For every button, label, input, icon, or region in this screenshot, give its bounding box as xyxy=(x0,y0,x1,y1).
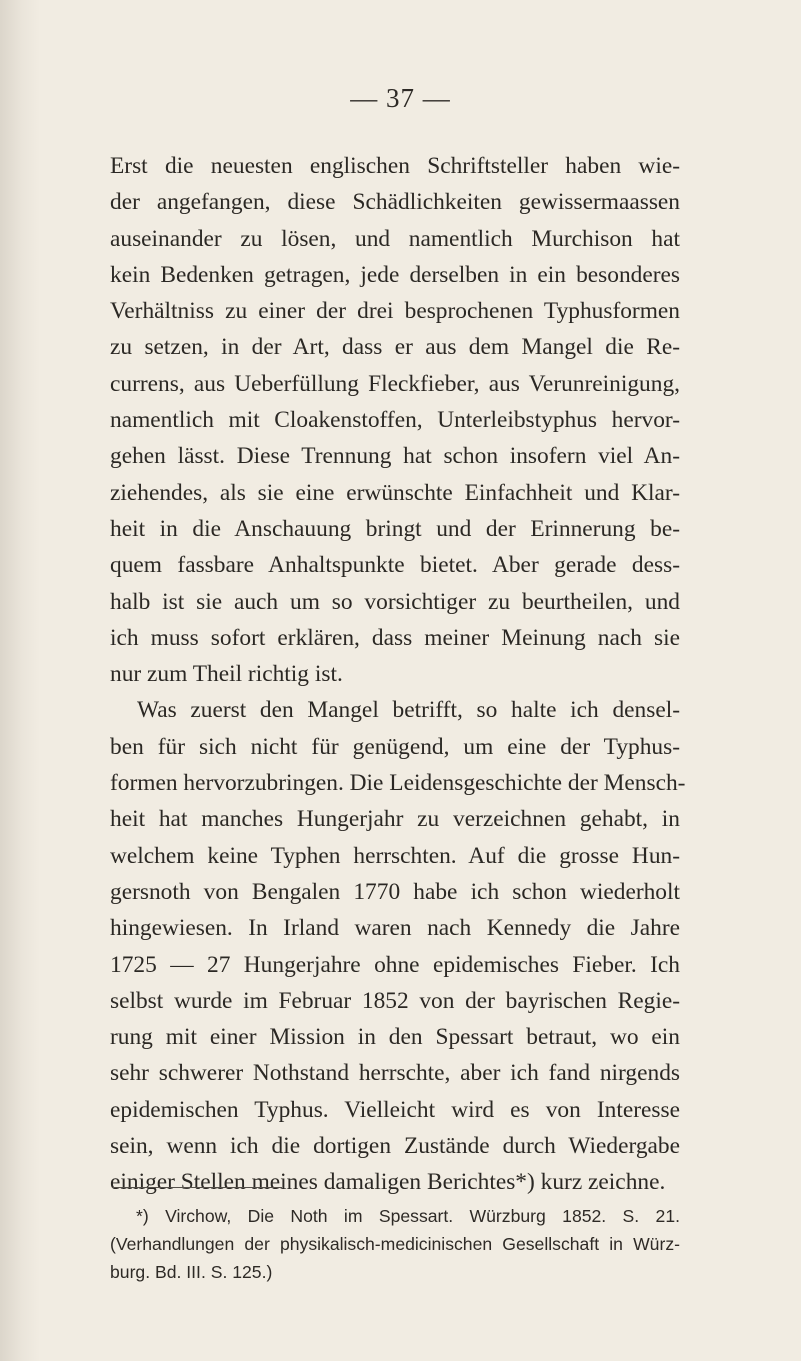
body-line: epidemischen Typhus. Vielleicht wird es von Interesse xyxy=(110,1096,680,1123)
body-line: ben für sich nicht für genügend, um eine der Typhus- xyxy=(110,733,680,760)
body-line: kein Bedenken getragen, jede derselben in ein besonderes xyxy=(110,261,680,288)
page-number: — 37 — xyxy=(350,83,451,113)
footnote-line: (Verhandlungen der physikalisch-medicinischen Gesellschaft in Würz- xyxy=(110,1234,680,1254)
body-line: rung mit einer Mission in den Spessart betraut, wo ein xyxy=(110,1024,680,1051)
body-line: currens, aus Ueberfüllung Fleckfieber, aus Verunreinigung, xyxy=(110,370,680,397)
body-line: auseinander zu lösen, und namentlich Murchison hat xyxy=(110,225,680,252)
footnote-line: *) Virchow, Die Noth im Spessart. Würzburg 1852. S. 21. xyxy=(136,1206,680,1226)
body-line: Verhältniss zu einer der drei besprochenen Typhusformen xyxy=(110,298,680,325)
footnote-line: burg. Bd. III. S. 125.) xyxy=(110,1262,273,1282)
body-line: der angefangen, diese Schädlichkeiten gewissermaassen xyxy=(110,189,680,216)
body-line: namentlich mit Cloakenstoffen, Unterleibstyphus hervor- xyxy=(110,407,680,434)
body-line: Was zuerst den Mangel betrifft, so halte ich densel- xyxy=(137,697,680,724)
body-line: zu setzen, in der Art, dass er aus dem Mangel die Re- xyxy=(110,334,680,361)
body-line: Erst die neuesten englischen Schriftsteller haben wie- xyxy=(110,153,680,179)
body-line: heit hat manches Hungerjahr zu verzeichnen gehabt, in xyxy=(110,806,680,833)
body-line: quem fassbare Anhaltspunkte bietet. Aber gerade dess- xyxy=(110,552,680,579)
body-line: sein, wenn ich die dortigen Zustände durch Wiedergabe xyxy=(110,1133,680,1160)
body-line: halb ist sie auch um so vorsichtiger zu beurtheilen, und xyxy=(110,588,680,615)
body-line: ich muss sofort erklären, dass meiner Meinung nach sie xyxy=(110,624,680,651)
body-line: hingewiesen. In Irland waren nach Kennedy die Jahre xyxy=(110,915,680,942)
body-line: ziehendes, als sie eine erwünschte Einfachheit und Klar- xyxy=(110,479,680,506)
body-line: welchem keine Typhen herrschten. Auf die grosse Hun- xyxy=(110,842,680,869)
body-line: gehen lässt. Diese Trennung hat schon insofern viel An- xyxy=(110,443,680,470)
footnote xyxy=(110,1202,680,1286)
body-line: gersnoth von Bengalen 1770 habe ich schon wiederholt xyxy=(110,878,680,905)
body-line: formen hervorzubringen. Die Leidensgeschichte der Mensch- xyxy=(110,770,686,797)
footnote-divider xyxy=(112,1187,282,1188)
body-line: selbst wurde im Februar 1852 von der bayrischen Regie- xyxy=(110,987,680,1014)
body-text xyxy=(110,148,686,1201)
body-line: nur zum Theil richtig ist. xyxy=(110,661,343,688)
body-line: heit in die Anschauung bringt und der Erinnerung be- xyxy=(110,515,680,542)
body-line: sehr schwerer Nothstand herrschte, aber ich fand nirgends xyxy=(110,1060,680,1087)
body-line: einiger Stellen meines damaligen Berichtes*) kurz zeichne. xyxy=(110,1169,666,1196)
body-line: 1725 — 27 Hungerjahre ohne epidemisches Fieber. Ich xyxy=(110,951,680,978)
